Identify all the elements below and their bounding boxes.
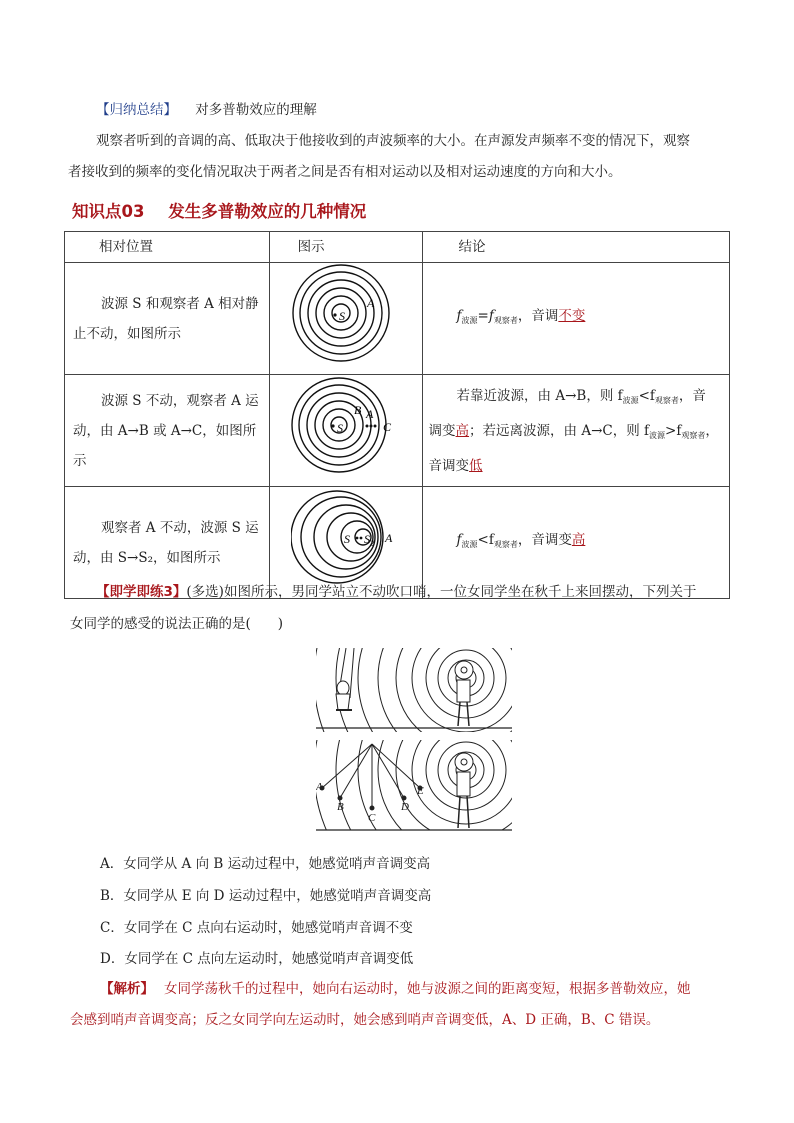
row2-conclusion-line3 [429, 451, 729, 481]
row1-position-line2: 止不动，如图所示 [73, 325, 181, 342]
swing-label-c: C [368, 812, 376, 824]
boy-whistle-icon [455, 753, 473, 828]
row1-figure [269, 263, 422, 375]
fig1-label-s: S [338, 309, 345, 323]
row1-conclusion [422, 263, 729, 375]
row1-sub1: 波源 [461, 316, 478, 325]
concentric-waves-static-diagram [291, 263, 401, 363]
option-c[interactable]: C．女同学在 C 点向右运动时，她感觉哨声音调不变 [100, 920, 413, 936]
swing-label-e: E [417, 785, 424, 797]
row2-c-op1: <f [638, 387, 655, 404]
summary-line-1: 观察者听到的音调的高、低取决于他接收到的声波频率的大小。在声源发声频率不变的情况下，观察 [96, 133, 690, 149]
row2-c-l1a: 若靠近波源，由 A→B，则 f [456, 387, 623, 404]
table-row [65, 375, 730, 487]
fig2-label-c: C [382, 420, 391, 434]
row1-position [65, 263, 270, 375]
row2-c-s3: 波源 [649, 430, 666, 440]
row2-c-s4: 观察者 [681, 430, 706, 440]
section-title: 发生多普勒效应的几种情况 [168, 202, 367, 221]
table-row [65, 263, 730, 375]
option-b[interactable]: B．女同学从 E 向 D 运动过程中，她感觉哨声音调变高 [100, 888, 432, 904]
row1-sub2: 观察者 [493, 316, 518, 325]
exercise-text-1: (多选)如图所示，男同学站立不动吹口哨，一位女同学坐在秋千上来回摆动，下列关于 [186, 584, 697, 600]
section-heading [72, 198, 366, 222]
row2-c-l2a: 调变 [428, 422, 456, 439]
row1-position-line1: 波源 S 和观察者 A 相对静 [101, 295, 259, 312]
analysis-tag: 【解析】 [100, 981, 154, 997]
swing-whistle-figure [316, 648, 512, 834]
fig3-label-s2: S₂ [363, 532, 374, 546]
swing-label-b: B [337, 801, 344, 813]
analysis-line-1 [100, 979, 691, 999]
row3-text: ，音调变 [517, 532, 572, 548]
fig2-label-b: B [353, 403, 361, 417]
row2-position-line2: 动，由 A→B 或 A→C，如图所 [73, 422, 257, 439]
swing-label-d: D [401, 801, 409, 813]
girl-swing-icon [336, 648, 354, 710]
fig2-label-a: A [365, 407, 373, 421]
row3-position-line2: 动，由 S→S₂，如图所示 [73, 549, 221, 566]
row2-c-op2: >f [665, 422, 682, 439]
row2-position-line3: 示 [73, 452, 87, 469]
swing-label-a: A [316, 781, 323, 793]
row2-conclusion [422, 375, 729, 487]
exercise-tag: 【即学即练3】 [96, 584, 187, 600]
row3-answer: 高 [571, 532, 586, 548]
row2-c-l3a: 音调变 [428, 457, 470, 474]
concentric-waves-moving-observer-diagram [291, 375, 401, 475]
row1-op: = [477, 308, 489, 324]
row1-f2: f [488, 308, 494, 324]
row3-op: <f [477, 532, 494, 548]
row2-position [65, 375, 270, 487]
analysis-text-1: 女同学荡秋千的过程中，她向右运动时，她与波源之间的距离变短，根据多普勒效应，她 [164, 981, 691, 997]
row2-c-l2c: ， [705, 422, 719, 439]
doppler-cases-table [64, 231, 730, 599]
option-d[interactable]: D．女同学在 C 点向左运动时，她感觉哨声音调变低 [100, 951, 414, 967]
row2-c-s2: 观察者 [654, 395, 679, 405]
row2-answer-low: 低 [469, 457, 483, 474]
row2-answer-high: 高 [455, 422, 470, 439]
fig3-label-a: A [384, 531, 392, 545]
header-conclusion: 结论 [422, 232, 729, 263]
row1-answer: 不变 [558, 308, 586, 324]
row1-text: ，音调 [517, 308, 559, 324]
row2-c-l2b: ；若远离波源，由 A→C，则 f [469, 422, 650, 439]
row3-f1: f [456, 532, 462, 548]
header-figure: 图示 [269, 232, 422, 263]
summary-heading [96, 100, 317, 120]
row2-c-l1b: ，音 [678, 387, 706, 404]
summary-line-2: 者接收到的频率的变化情况取决于两者之间是否有相对运动以及相对运动速度的方向和大小。 [68, 164, 622, 180]
table-header-row [65, 232, 730, 263]
summary-tag: 【归纳总结】 [96, 102, 177, 118]
row2-c-s1: 波源 [622, 395, 639, 405]
analysis-line-2: 会感到哨声音调变高；反之女同学向左运动时，她会感到哨声音调变低，A、D 正确，B、C 错误。 [70, 1012, 660, 1028]
summary-title: 对多普勒效应的理解 [195, 102, 317, 118]
row2-figure [269, 375, 422, 487]
fig1-label-a: A [366, 296, 374, 310]
row3-sub1: 波源 [461, 540, 478, 549]
fig3-label-s: S [343, 532, 350, 546]
row3-position-line1: 观察者 A 不动，波源 S 运 [101, 519, 259, 536]
row2-conclusion-line1 [429, 381, 729, 416]
header-position: 相对位置 [65, 232, 270, 263]
option-a[interactable]: A．女同学从 A 向 B 运动过程中，她感觉哨声音调变高 [100, 856, 431, 872]
row1-f1: f [456, 308, 462, 324]
compressed-waves-moving-source-diagram [291, 487, 401, 587]
row2-conclusion-line2 [429, 416, 729, 451]
row3-sub2: 观察者 [493, 540, 518, 549]
boy-whistle-icon [455, 661, 473, 726]
fig2-label-s: S [336, 421, 343, 435]
section-label: 知识点03 [72, 202, 145, 221]
row2-position-line1: 波源 S 不动，观察者 A 运 [101, 392, 259, 409]
exercise-line-1 [96, 582, 696, 602]
exercise-line-2: 女同学的感受的说法正确的是( ) [70, 616, 284, 632]
